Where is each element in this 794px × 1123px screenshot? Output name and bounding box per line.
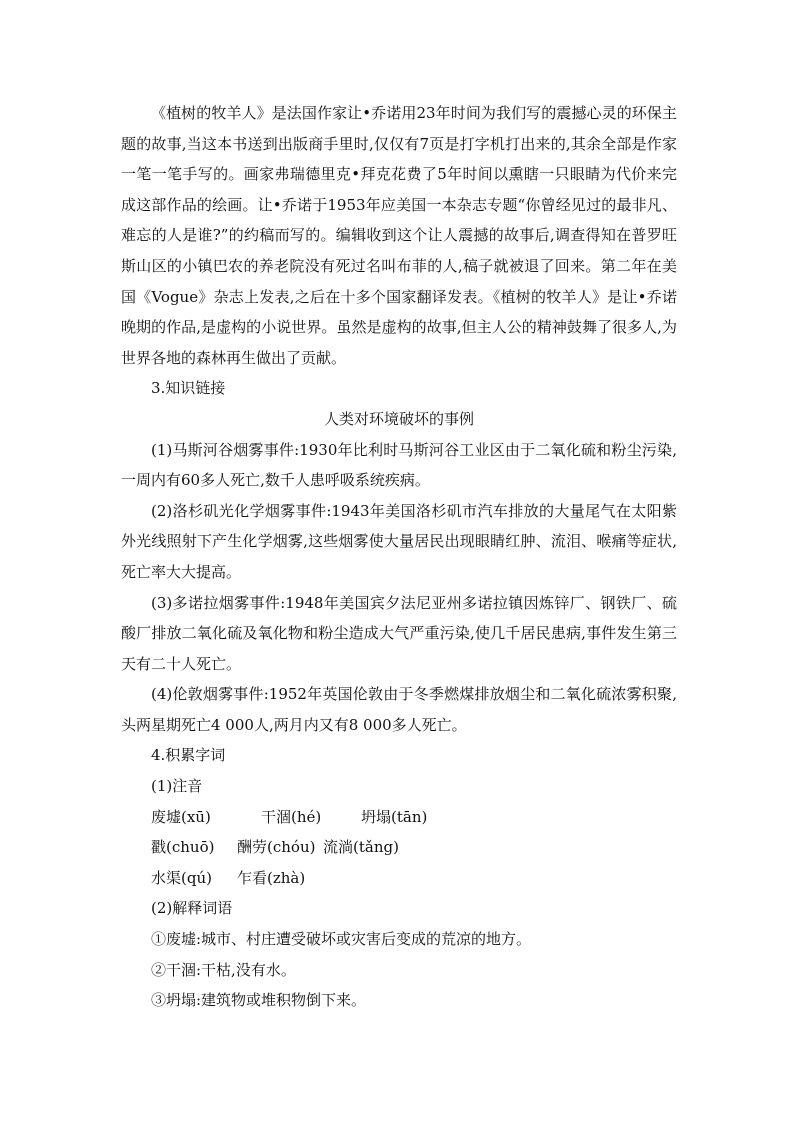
incident-item-2: (2)洛杉矶光化学烟雾事件:1943年美国洛杉矶市汽车排放的大量尾气在太阳紫外光线照射下产生化学烟雾,这些烟雾使大量居民出现眼睛红肿、流泪、喉痛等症状,死亡率大大提高。 bbox=[121, 501, 677, 581]
definition-item: ①废墟:城市、村庄遭受破坏或灾害后变成的荒凉的地方。 bbox=[151, 930, 532, 949]
pinyin-entry: 废墟(xū) bbox=[151, 807, 211, 826]
pinyin-row bbox=[121, 863, 677, 894]
pinyin-entry: 干涸(hé) bbox=[261, 807, 322, 826]
pinyin-entry: 水渠(qú) bbox=[151, 868, 212, 887]
incident-item-1: (1)马斯河谷烟雾事件:1930年比利时马斯河谷工业区由于二氧化硫和粉尘污染,一周内有60多人死亡,数千人患呼吸系统疾病。 bbox=[121, 440, 677, 490]
pinyin-entry: 流淌(tǎng) bbox=[323, 838, 399, 857]
pinyin-entry: 坍塌(tān) bbox=[361, 807, 428, 826]
pinyin-subheading: (1)注音 bbox=[151, 777, 203, 796]
pinyin-entry: 乍看(zhà) bbox=[237, 868, 306, 887]
section-4-heading: 4.积累字词 bbox=[151, 746, 226, 765]
incident-item-3: (3)多诺拉烟雾事件:1948年美国宾夕法尼亚州多诺拉镇因炼锌厂、钢铁厂、硫酸厂排放二氧化硫及氧化物和粉尘造成大气严重污染,使几千居民患病,事件发生第三天有二十人死亡。 bbox=[121, 593, 677, 673]
definition-item: ③坍塌:建筑物或堆积物倒下来。 bbox=[151, 991, 367, 1010]
intro-paragraph: 《植树的牧羊人》是法国作家让•乔诺用23年时间为我们写的震撼心灵的环保主题的故事,当这本书送到出版商手里时,仅仅有7页是打字机打出来的,其余全部是作家一笔一笔手写的。画家弗瑞德里克•拜克花费了5年时间以熏瞎一只眼睛为代价来完成这部作品的绘画。让•乔诺于1953年应美国一本杂志专题“你曾经见过的最非凡、难忘的人是谁?”的约稿而写的。编辑收到这个让人震撼的故事后,调查得知在普罗旺斯山区的小镇巴农的养老院没有死过名叫布菲的人,稿子就被退了回来。第二年在美国《Vogue》杂志上发表,之后在十多个国家翻译发表。《植树的牧羊人》是让•乔诺晚期的作品,是虚构的小说世界。虽然是虚构的故事,但主人公的精神鼓舞了很多人,为世界各地的森林再生做出了贡献。 bbox=[121, 104, 677, 367]
section-3-title: 人类对环境破坏的事例 bbox=[323, 409, 474, 428]
definition-item: ②干涸:干枯,没有水。 bbox=[151, 960, 296, 979]
pinyin-entry: 酬劳(chóu) bbox=[237, 838, 316, 857]
pinyin-row bbox=[121, 832, 677, 863]
pinyin-row bbox=[121, 802, 677, 833]
incident-item-4: (4)伦敦烟雾事件:1952年英国伦敦由于冬季燃煤排放烟尘和二氧化硫浓雾积聚,头两星期死亡4 000人,两月内又有8 000多人死亡。 bbox=[121, 685, 677, 734]
pinyin-entry: 戳(chuō) bbox=[151, 838, 215, 857]
definitions-subheading: (2)解释词语 bbox=[151, 899, 233, 918]
document-body bbox=[121, 98, 677, 1016]
section-3-heading: 3.知识链接 bbox=[151, 379, 226, 398]
